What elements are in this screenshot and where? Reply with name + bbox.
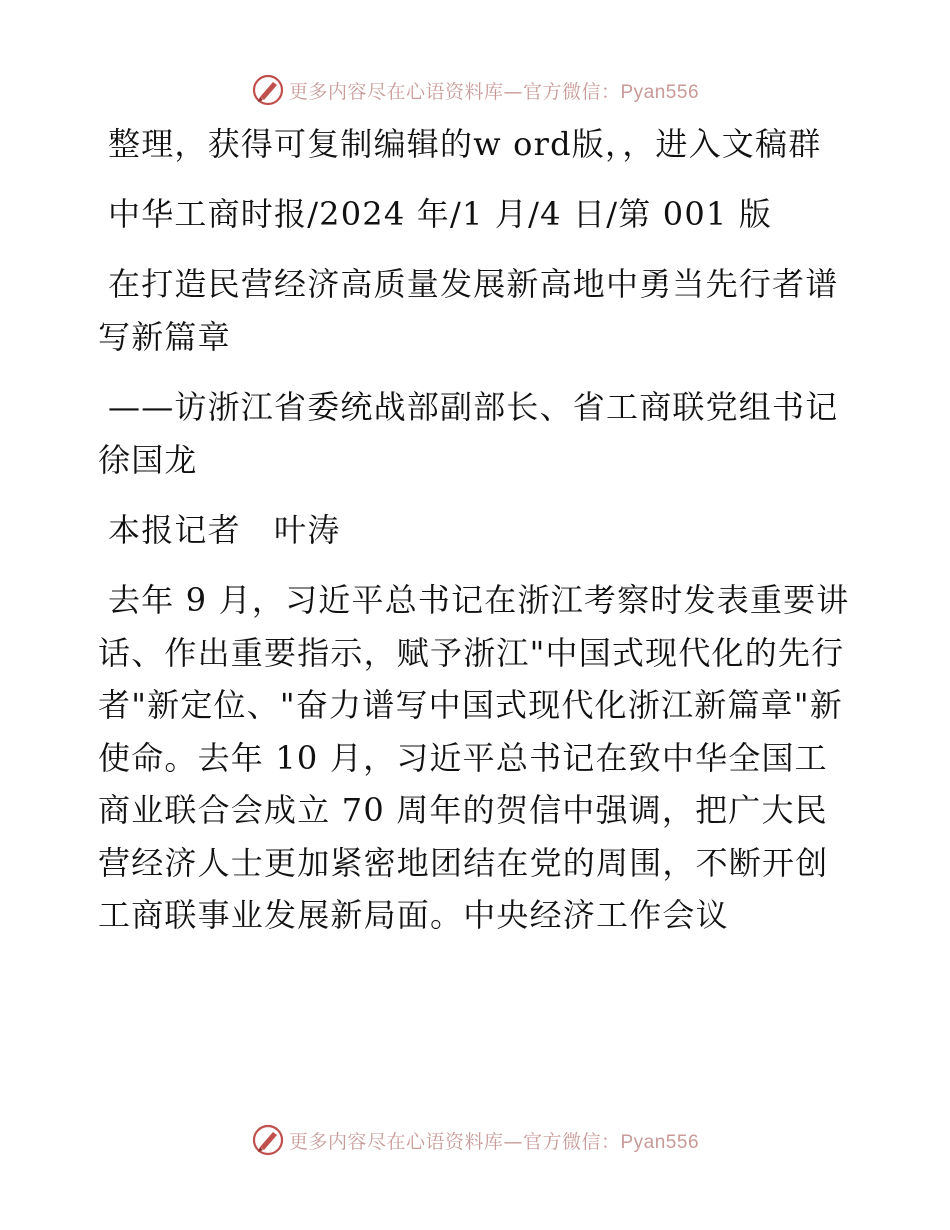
watermark-text: 更多内容尽在心语资料库—官方微信： bbox=[288, 80, 621, 103]
watermark-text: 更多内容尽在心语资料库—官方微信： bbox=[288, 1130, 621, 1153]
intro-text: 整理，获得可复制编辑的w ord版，，进入文稿群 bbox=[108, 125, 822, 163]
byline: 本报记者 叶涛 bbox=[108, 511, 341, 549]
watermark-wechat-id: Pyan556 bbox=[620, 1131, 700, 1153]
source-line: 中华工商时报/2024 年/1 月/4 日/第 001 版 bbox=[108, 195, 773, 233]
document-body bbox=[98, 118, 858, 959]
watermark-wechat-id: Pyan556 bbox=[620, 81, 700, 103]
pen-logo-icon bbox=[251, 73, 285, 107]
footer-watermark bbox=[0, 1122, 950, 1158]
body-paragraph: 去年 9 月，习近平总书记在浙江考察时发表重要讲话、作出重要指示，赋予浙江"中国式现代化的先行者"新定位、"奋力谱写中国式现代化浙江新篇章"新使命。去年 10 月，习近平总书记在致中华全国工商业联合会成立 70 周年的贺信中强调，把广大民营经济人士更加紧密地团结在党的周围，不断开创工商联事业发展新局面。中央经济工作会议 bbox=[98, 581, 850, 934]
header-watermark bbox=[0, 72, 950, 108]
headline: 在打造民营经济高质量发展新高地中勇当先行者谱写新篇章 bbox=[98, 265, 839, 356]
pen-logo-icon bbox=[251, 1123, 285, 1157]
subheadline: ——访浙江省委统战部副部长、省工商联党组书记徐国龙 bbox=[98, 388, 839, 479]
